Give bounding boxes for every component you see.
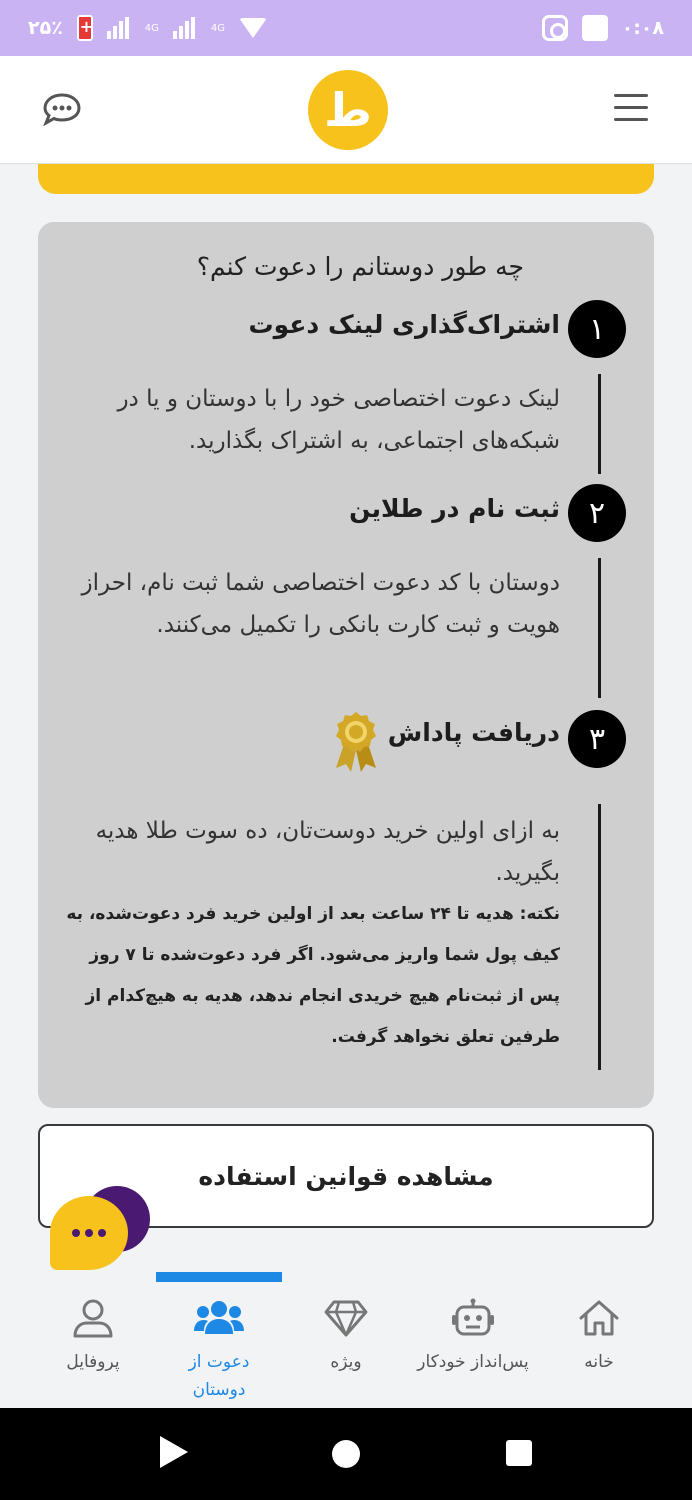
app-header — [0, 56, 692, 164]
users-icon — [193, 1298, 245, 1338]
signal-icon — [107, 17, 129, 39]
robot-icon — [450, 1298, 496, 1338]
nav-label-special: ویژه — [330, 1352, 362, 1372]
step-3-note: نکته: هدیه تا ۲۴ ساعت بعد از اولین خرید فرد دعوت‌شده، به کیف پول شما واریز می‌شود. اگر فرد دعوت‌شده تا ۷ روز پس از ثبت‌نام هیچ خریدی انجام ندهد، هدیه به هیچ‌کدام از طرفین تعلق نخواهد گرفت. — [66, 904, 560, 1047]
network-type-2: 4G — [210, 22, 226, 34]
nav-item-special[interactable] — [277, 1298, 415, 1402]
step-1-number: ۱ — [568, 300, 626, 358]
battery-icon — [77, 15, 93, 41]
status-right — [542, 15, 664, 41]
nav-item-auto-savings[interactable] — [404, 1298, 542, 1402]
step-1-description: لینک دعوت اختصاصی خود را با دوستان و یا در شبکه‌های اجتماعی، به اشتراک بگذارید. — [117, 386, 560, 454]
bottom-navigation — [0, 1272, 692, 1408]
nav-item-profile[interactable] — [24, 1298, 162, 1402]
gallery-icon — [582, 15, 608, 41]
back-icon[interactable] — [160, 1436, 188, 1468]
step-3-title: دریافت پاداش — [387, 718, 560, 747]
how-to-invite-card — [38, 222, 654, 1108]
signal-icon-2 — [173, 17, 195, 39]
timeline-line-3 — [598, 804, 601, 1070]
step-3-number: ۳ — [568, 710, 626, 768]
timeline-line-2 — [598, 558, 601, 698]
wifi-icon — [239, 18, 267, 38]
nav-label-home: خانه — [584, 1352, 614, 1372]
timeline-line-1 — [598, 374, 601, 474]
view-terms-button[interactable]: مشاهده قوانین استفاده — [38, 1124, 654, 1228]
status-bar — [0, 0, 692, 56]
diamond-icon — [323, 1298, 369, 1338]
hamburger-menu-icon[interactable] — [614, 94, 648, 122]
nav-item-invite-friends[interactable] — [150, 1298, 288, 1402]
medal-icon — [332, 710, 380, 772]
step-1-title: اشتراک‌گذاری لینک دعوت — [248, 310, 560, 339]
instagram-icon — [542, 15, 568, 41]
system-navigation-bar — [0, 1408, 692, 1500]
support-chat-button[interactable] — [50, 1196, 128, 1270]
home-icon — [577, 1298, 621, 1338]
card-title: چه طور دوستانم را دعوت کنم؟ — [196, 252, 524, 281]
user-icon — [71, 1298, 115, 1338]
nav-label-auto-savings: پس‌انداز خودکار — [417, 1352, 529, 1372]
chat-icon[interactable] — [42, 92, 82, 126]
status-left — [28, 15, 267, 41]
recent-apps-icon[interactable] — [506, 1440, 532, 1466]
network-type: 4G — [144, 22, 159, 34]
nav-item-home[interactable] — [530, 1298, 668, 1402]
brand-logo[interactable]: ط — [308, 70, 388, 150]
clock: ۰:۰۸ — [621, 17, 664, 39]
step-2-description: دوستان با کد دعوت اختصاصی شما ثبت نام، احراز هویت و ثبت کارت بانکی را تکمیل می‌کنند. — [81, 570, 560, 638]
step-2-title: ثبت نام در طلاین — [349, 494, 560, 523]
battery-percent: ۲۵٪ — [28, 17, 63, 39]
nav-label-profile: پروفایل — [66, 1352, 120, 1372]
promo-banner[interactable] — [38, 164, 654, 194]
step-3-description: به ازای اولین خرید دوست‌تان، ده سوت طلا هدیه بگیرید. — [95, 818, 560, 886]
nav-label-invite-friends: دعوت از دوستان — [188, 1352, 250, 1400]
step-2-number: ۲ — [568, 484, 626, 542]
home-button-icon[interactable] — [332, 1440, 360, 1468]
active-tab-indicator — [156, 1272, 282, 1282]
